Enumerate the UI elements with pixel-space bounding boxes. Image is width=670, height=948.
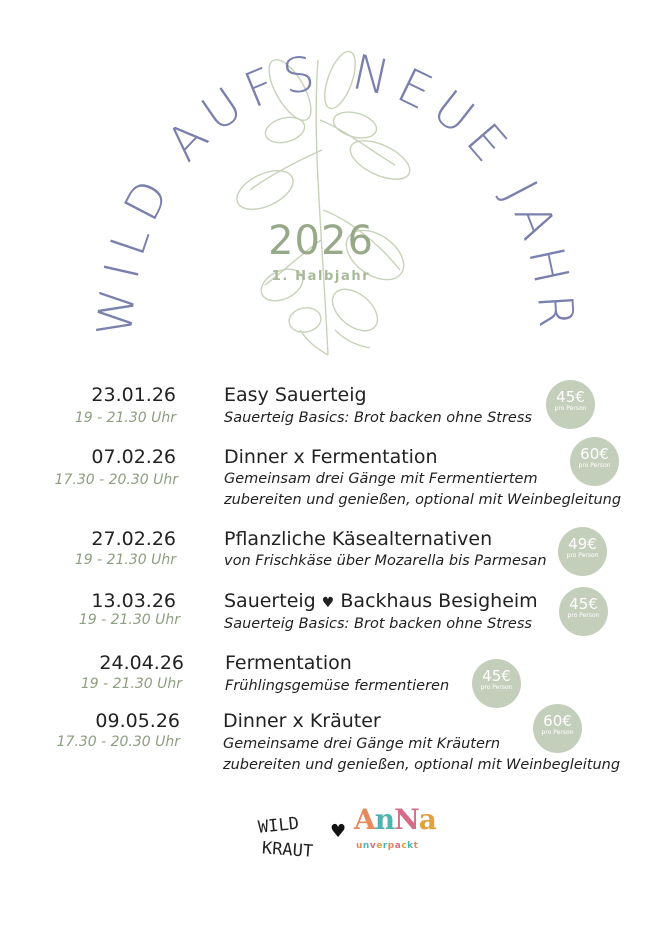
price: 49€ [568, 535, 597, 553]
event-time: 19 - 21.30 Uhr [74, 552, 176, 568]
event-date: 23.01.26 [91, 384, 176, 406]
event-time: 19 - 21.30 Uhr [78, 612, 180, 628]
price-note: pro Person [541, 729, 574, 736]
event-date: 07.02.26 [91, 446, 176, 468]
headline-text [87, 44, 585, 339]
price-badge [559, 587, 608, 636]
price-badge [472, 659, 521, 708]
price-badge [546, 380, 595, 429]
event-time: 17.30 - 20.30 Uhr [54, 472, 178, 488]
event-description: Sauerteig Basics: Brot backen ohne Stress [224, 616, 532, 632]
event-date: 09.05.26 [95, 710, 180, 732]
event-title: Dinner x Kräuter [223, 710, 381, 732]
price-note: pro Person [567, 612, 600, 619]
event-title: Dinner x Fermentation [224, 446, 438, 468]
event-description: zubereiten und genießen, optional mit Weinbegleitung [223, 757, 621, 773]
price: 45€ [569, 595, 598, 613]
event-title [224, 590, 538, 612]
partner-logos [250, 803, 436, 865]
price: 45€ [482, 667, 511, 685]
event-title: Fermentation [225, 652, 352, 674]
anna-letter: N [394, 803, 419, 836]
price-badge [533, 704, 582, 753]
price-note: pro Person [554, 405, 587, 412]
event-description: Frühlingsgemüse fermentieren [225, 678, 450, 694]
anna-wordmark [354, 803, 436, 836]
anna-letter: A [354, 803, 375, 836]
event-time: 17.30 - 20.30 Uhr [56, 734, 180, 750]
header [0, 0, 670, 370]
event-title: Easy Sauerteig [224, 384, 367, 406]
wild-kraut-logo [256, 805, 320, 865]
event-title-part: Backhaus Besigheim [340, 590, 538, 612]
event-date: 27.02.26 [91, 528, 176, 550]
headline-graphic [0, 0, 670, 370]
price: 60€ [543, 712, 572, 730]
price-note: pro Person [566, 552, 599, 559]
event-description: von Frischkäse über Mozarella bis Parmesan [224, 553, 547, 569]
price: 45€ [556, 388, 585, 406]
anna-letter: n [374, 803, 395, 836]
heart-icon: ♥ [321, 595, 335, 611]
price-note: pro Person [480, 684, 513, 691]
event-time: 19 - 21.30 Uhr [74, 410, 176, 426]
price-badge [558, 527, 607, 576]
event-description: Gemeinsam drei Gänge mit Fermentiertem [224, 471, 538, 487]
event-description: Sauerteig Basics: Brot backen ohne Stress [224, 410, 532, 426]
half-year: 1. Halbjahr [271, 269, 371, 284]
anna-unverpackt-logo [350, 803, 436, 857]
event-time: 19 - 21.30 Uhr [80, 676, 182, 692]
anna-sub: unverpackt [356, 841, 419, 851]
event-title: Pflanzliche Käsealternativen [224, 528, 493, 550]
event-description: Gemeinsame drei Gänge mit Kräutern [223, 736, 501, 752]
event-date: 13.03.26 [91, 590, 176, 612]
price-note: pro Person [578, 462, 611, 469]
wild-kraut-text: KRAUT [261, 838, 314, 862]
price: 60€ [580, 445, 609, 463]
heart-icon: ♥ [330, 821, 347, 842]
anna-letter: a [418, 803, 436, 836]
year: 2026 [268, 218, 374, 264]
event-title-part: Sauerteig [224, 590, 316, 612]
headline-textpath: WILD AUFS NEUE JAHR [86, 43, 585, 339]
event-description: zubereiten und genießen, optional mit Weinbegleitung [224, 492, 622, 508]
price-badge [570, 437, 619, 486]
event-date: 24.04.26 [99, 652, 184, 674]
wild-kraut-text: WILD [257, 813, 300, 838]
